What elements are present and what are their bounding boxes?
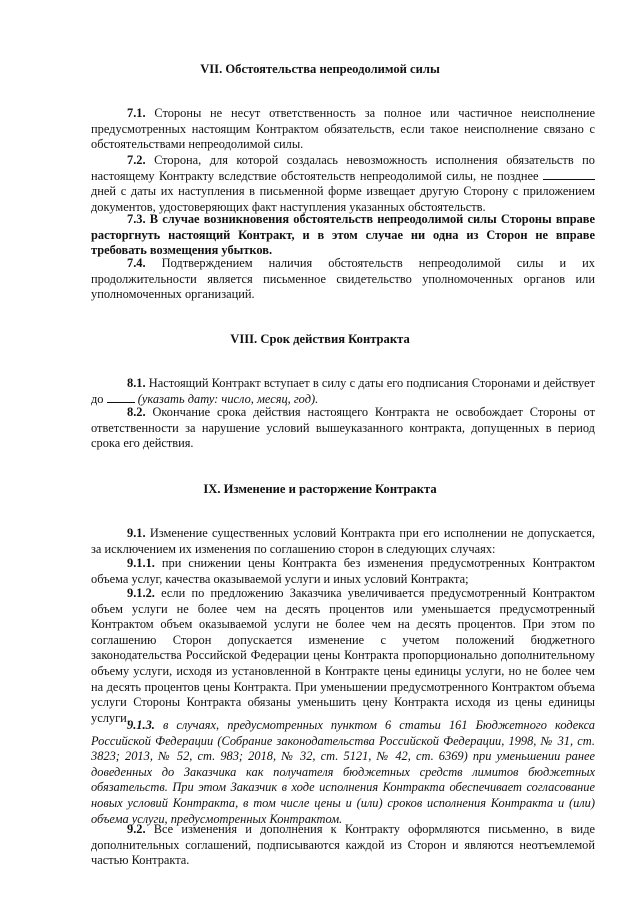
- clause-number: 9.1.: [127, 526, 146, 540]
- clause-9-1-2: [91, 586, 595, 726]
- clause-9-1-1: [91, 556, 595, 587]
- clause-number: 7.2.: [127, 153, 146, 167]
- clause-7-2: [91, 153, 595, 215]
- clause-8-1: [91, 376, 595, 407]
- blank-date-field: [107, 392, 135, 403]
- clause-7-1: [91, 106, 595, 153]
- clause-9-1: [91, 526, 595, 557]
- clause-9-1-3: [91, 718, 595, 827]
- clause-text: Изменение существенных условий Контракта при его исполнении не допускается, за исключением их изменения по соглашению сторон в следующих случаях:: [91, 526, 595, 556]
- clause-number: 7.4.: [127, 256, 146, 270]
- clause-7-3: [91, 212, 595, 259]
- clause-text-continued: дней с даты их наступления в письменной форме извещает другую Сторону с приложением документов, удостоверяющих факт наступления указанных обстоятельств.: [91, 184, 595, 214]
- clause-number: 9.1.3.: [127, 718, 155, 732]
- clause-text: Все изменения и дополнения к Контракту оформляются письменно, в виде дополнительных соглашений, подписываются каждой из Сторон и являются неотъемлемой частью Контракта.: [91, 822, 595, 868]
- clause-number: 7.3.: [127, 212, 146, 226]
- clause-text: при снижении цены Контракта без изменения предусмотренных Контрактом объема услуг, качества оказываемой услуги и иных условий Контракта;: [91, 556, 595, 586]
- clause-8-2: [91, 405, 595, 452]
- clause-number: 8.1.: [127, 376, 146, 390]
- clause-text: Окончание срока действия настоящего Контракта не освобождает Стороны от ответственности за нарушение условий вышеуказанного контракта, допущенных в период срока его действия.: [91, 405, 595, 451]
- clause-text: В случае возникновения обстоятельств непреодолимой силы Стороны вправе расторгнуть настоящий Контракт, и в этом случае ни одна из Сторон не вправе требовать возмещения убытков.: [91, 212, 595, 258]
- clause-text: Настоящий Контракт вступает в силу с даты его подписания Сторонами и действует до: [91, 376, 595, 406]
- clause-number: 8.2.: [127, 405, 146, 419]
- clause-number: 9.1.2.: [127, 586, 155, 600]
- clause-text: Подтверждением наличия обстоятельств непреодолимой силы и их продолжительности является письменное свидетельство уполномоченных органов или уполномоченных организаций.: [91, 256, 595, 302]
- blank-days-field: [543, 169, 595, 180]
- clause-number: 9.1.1.: [127, 556, 155, 570]
- clause-number: 9.2.: [127, 822, 146, 836]
- clause-number: 7.1.: [127, 106, 146, 120]
- date-hint: (указать дату: число, месяц, год).: [137, 391, 319, 406]
- clause-text: в случаях, предусмотренных пунктом 6 статьи 161 Бюджетного кодекса Российской Федерации (Собрание законодательства Российской Федерации, 1998, № 31, ст. 3823; 2013, № 52, ст. 983; 2018, № 32, ст. 5121, № 42, ст. 6369) при уменьшении ранее доведенных до Заказчика как получателя бюджетных средств лимитов бюджетных обязательств. При этом Заказчик в ходе исполнения Контракта обеспечивает согласование новых условий Контракта, в том числе цены и (или) сроков исполнения Контракта и (или) объема услуги, предусмотренных Контрактом.: [91, 718, 595, 826]
- clause-text: Сторона, для которой создалась невозможность исполнения обязательств по настоящему Контракту вследствие обстоятельств непреодолимой силы, не позднее: [91, 153, 595, 183]
- clause-7-4: [91, 256, 595, 303]
- section-7-title: VII. Обстоятельства непреодолимой силы: [200, 62, 440, 76]
- clause-9-2: [91, 822, 595, 869]
- section-9-title: IX. Изменение и расторжение Контракта: [203, 482, 437, 496]
- clause-text: если по предложению Заказчика увеличивается предусмотренный Контрактом объем услуги не более чем на десять процентов или уменьшается предусмотренный Контрактом объем оказываемой услуги не более чем на десять процентов. При этом по соглашению Сторон допускается изменение с учетом положений бюджетного законодательства Российской Федерации цены Контракта пропорционально дополнительному объему услуги, исходя из установленной в Контракте цены единицы услуги, но не более чем на десять процентов цены Контракта. При уменьшении предусмотренного Контрактом объема услуги Стороны Контракта обязаны уменьшить цену Контракта исходя из цены единицы услуги.: [91, 586, 595, 725]
- clause-text: Стороны не несут ответственность за полное или частичное неисполнение предусмотренных настоящим Контрактом обязательств, если такое неисполнение связано с обстоятельствами непреодолимой силы.: [91, 106, 595, 152]
- section-8-title: VIII. Срок действия Контракта: [230, 332, 410, 346]
